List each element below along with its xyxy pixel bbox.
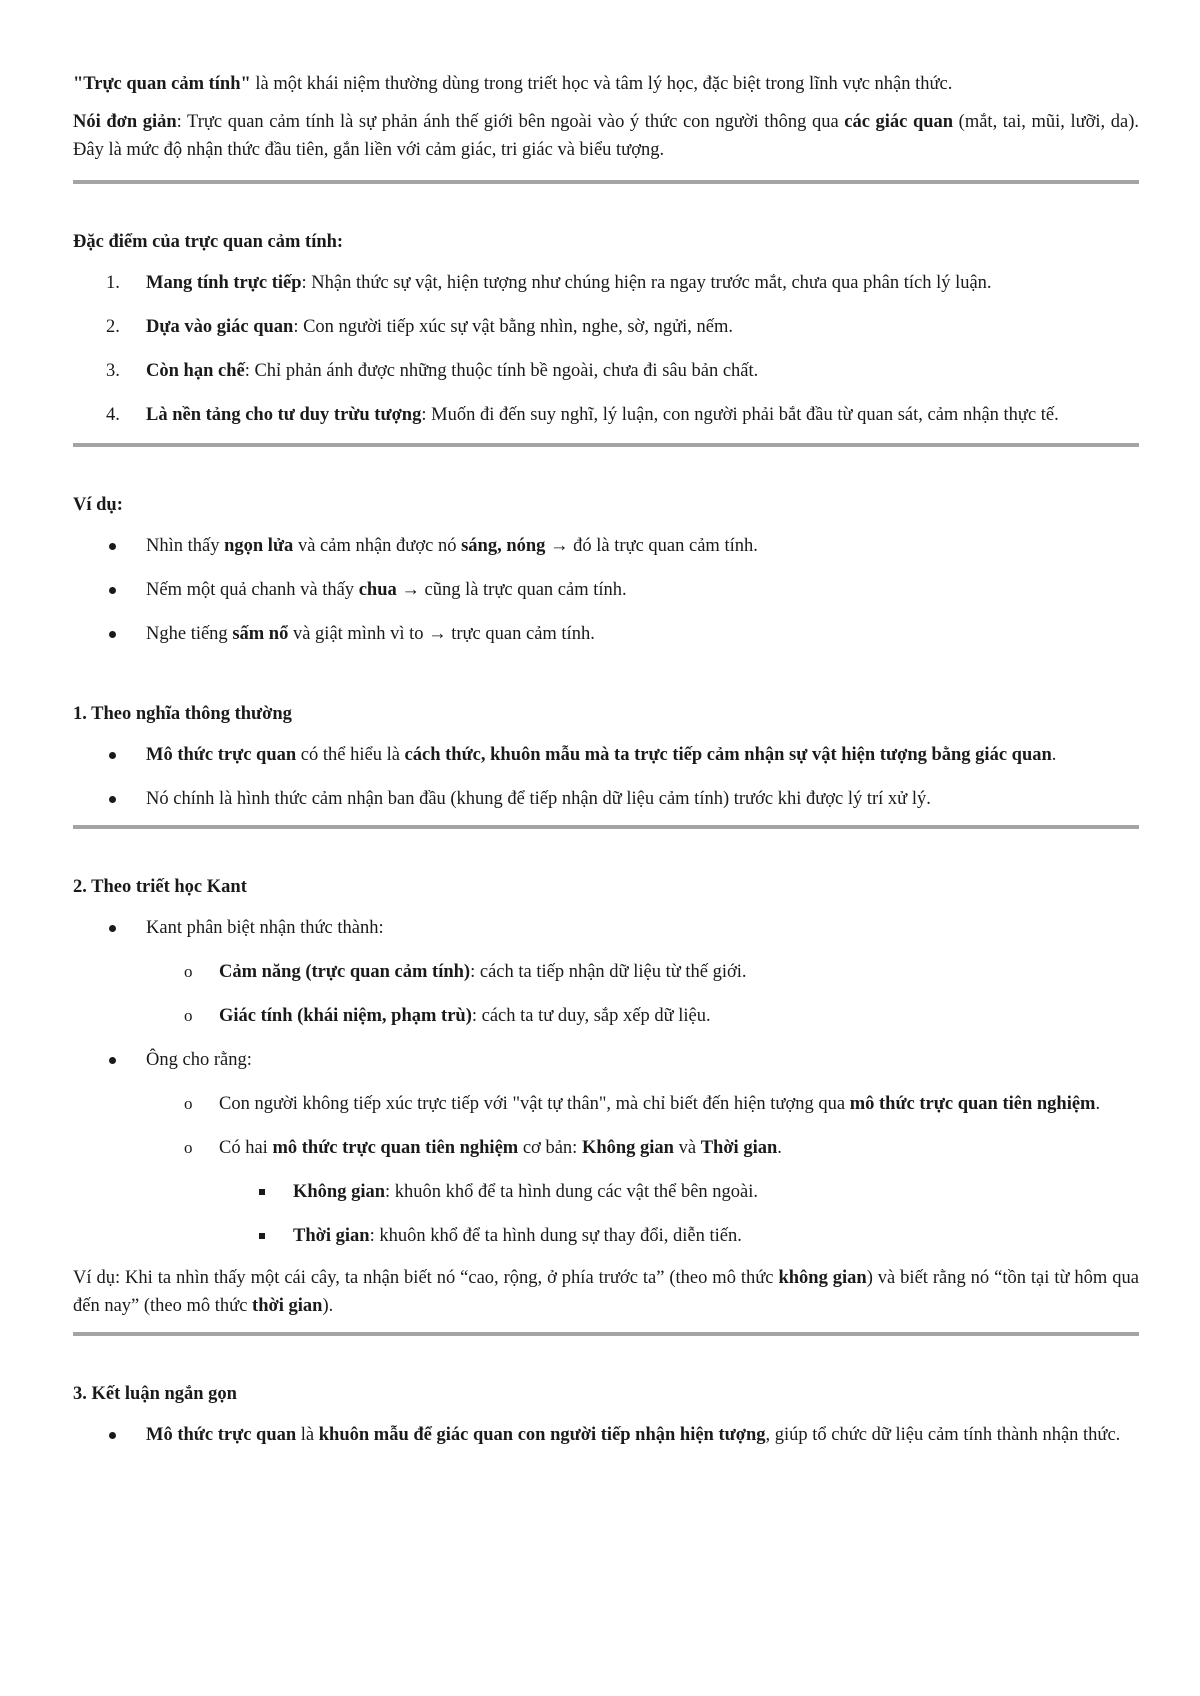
bold-text: mô thức trực quan tiên nghiệm xyxy=(272,1138,519,1158)
section-divider xyxy=(73,825,1139,829)
section2-sublist-3 xyxy=(73,1178,1139,1250)
subitem xyxy=(73,1090,1139,1118)
section2-list-b xyxy=(73,1046,1139,1074)
bold-text: mô thức trực quan tiên nghiệm xyxy=(849,1094,1096,1114)
section2-sublist-1 xyxy=(73,958,1139,1030)
examples-list xyxy=(73,532,1139,648)
bold-text: Thời gian xyxy=(293,1226,370,1246)
subitem-text: Giác tính (khái niệm, phạm trù): cách ta tư duy, sắp xếp dữ liệu. xyxy=(219,1006,711,1026)
feature-number: 2. xyxy=(106,317,120,337)
section2-text: Kant phân biệt nhận thức thành: xyxy=(146,918,384,938)
bullet-icon xyxy=(109,631,116,638)
bold-text: không gian xyxy=(778,1268,867,1288)
bullet-icon xyxy=(109,925,116,932)
feature-number: 3. xyxy=(106,361,120,381)
example-item-3 xyxy=(73,620,1139,648)
feature-item-4 xyxy=(73,401,1139,429)
feature-text: Còn hạn chế: Chỉ phản ánh được những thuộc tính bề ngoài, chưa đi sâu bản chất. xyxy=(146,361,759,381)
section1-text: Mô thức trực quan có thể hiểu là cách thức, khuôn mẫu mà ta trực tiếp cảm nhận sự vật hiện tượng bằng giác quan. xyxy=(146,745,1057,765)
feature-number: 4. xyxy=(106,405,120,425)
sub-subitem-text: Không gian: khuôn khổ để ta hình dung các vật thể bên ngoài. xyxy=(293,1182,759,1202)
examples-heading: Ví dụ: xyxy=(73,495,123,515)
bullet-icon xyxy=(109,752,116,759)
bold-text: Không gian xyxy=(581,1138,674,1158)
section-divider xyxy=(73,1332,1139,1336)
example-item-2 xyxy=(73,576,1139,604)
bold-text: Mang tính trực tiếp xyxy=(146,273,302,293)
bold-text: Là nền tảng cho tư duy trừu tượng xyxy=(146,405,422,425)
square-bullet-icon xyxy=(259,1189,265,1195)
circle-bullet-icon: o xyxy=(184,1006,193,1025)
circle-bullet-icon: o xyxy=(184,962,193,981)
section2-list xyxy=(73,914,1139,942)
feature-item-1 xyxy=(73,269,1139,297)
bold-text: chua xyxy=(358,580,397,600)
bullet-icon xyxy=(109,1432,116,1439)
section3-list xyxy=(73,1421,1139,1449)
section2-heading: 2. Theo triết học Kant xyxy=(73,877,247,897)
sub-subitem-text: Thời gian: khuôn khổ để ta hình dung sự thay đổi, diễn tiến. xyxy=(293,1226,742,1246)
subitem xyxy=(73,1134,1139,1162)
bold-text: thời gian xyxy=(252,1296,323,1316)
bold-text: "Trực quan cảm tính" xyxy=(73,74,251,94)
bold-text: Dựa vào giác quan xyxy=(146,317,294,337)
bold-text: Nói đơn giản xyxy=(73,112,177,132)
bold-text: Mô thức trực quan xyxy=(146,1425,297,1445)
sub-subitem xyxy=(73,1222,1139,1250)
bold-text: Mô thức trực quan xyxy=(146,745,297,765)
section1-item-1 xyxy=(73,741,1139,769)
circle-bullet-icon: o xyxy=(184,1094,193,1113)
subitem xyxy=(73,1002,1139,1030)
example-item-1 xyxy=(73,532,1139,560)
subitem xyxy=(73,958,1139,986)
feature-item-2 xyxy=(73,313,1139,341)
section3-text: Mô thức trực quan là khuôn mẫu để giác quan con người tiếp nhận hiện tượng, giúp tổ chức dữ liệu cảm tính thành nhận thức. xyxy=(146,1425,1121,1445)
bold-text: Thời gian xyxy=(700,1138,778,1158)
bold-text: Không gian xyxy=(293,1182,386,1202)
document-page xyxy=(73,70,1139,1449)
bold-text: khuôn mẫu để giác quan con người tiếp nhận hiện tượng xyxy=(318,1425,766,1445)
intro-paragraph: "Trực quan cảm tính" là một khái niệm thường dùng trong triết học và tâm lý học, đặc biệt trong lĩnh vực nhận thức. xyxy=(73,74,953,94)
subitem-text: Cảm năng (trực quan cảm tính): cách ta tiếp nhận dữ liệu từ thế giới. xyxy=(219,962,747,982)
section-divider xyxy=(73,443,1139,447)
bullet-icon xyxy=(109,1057,116,1064)
bold-text: Giác tính (khái niệm, phạm trù) xyxy=(219,1006,472,1026)
section2-sublist-2 xyxy=(73,1090,1139,1162)
kant-example-paragraph: Ví dụ: Khi ta nhìn thấy một cái cây, ta nhận biết nó “cao, rộng, ở phía trước ta” (theo mô thức không gian) và biết rằng nó “tồn tại từ hôm qua đến nay” (theo mô thức thời gian). xyxy=(73,1268,1139,1316)
bold-text: sấm nổ xyxy=(232,624,289,644)
bullet-icon xyxy=(109,543,116,550)
feature-item-3 xyxy=(73,357,1139,385)
feature-text: Là nền tảng cho tư duy trừu tượng: Muốn đi đến suy nghĩ, lý luận, con người phải bắt đầu từ quan sát, cảm nhận thực tế. xyxy=(146,405,1059,425)
section1-list xyxy=(73,741,1139,813)
section1-heading: 1. Theo nghĩa thông thường xyxy=(73,704,292,724)
subitem-text: Có hai mô thức trực quan tiên nghiệm cơ bản: Không gian và Thời gian. xyxy=(219,1138,782,1158)
section2-item-1 xyxy=(73,914,1139,942)
section1-text: Nó chính là hình thức cảm nhận ban đầu (khung để tiếp nhận dữ liệu cảm tính) trước khi được lý trí xử lý. xyxy=(146,789,931,809)
subitem-text: Con người không tiếp xúc trực tiếp với "vật tự thân", mà chỉ biết đến hiện tượng qua mô thức trực quan tiên nghiệm. xyxy=(219,1094,1101,1114)
example-text: Nếm một quả chanh và thấy chua → cũng là trực quan cảm tính. xyxy=(146,580,627,600)
section2-text: Ông cho rằng: xyxy=(146,1050,252,1070)
feature-number: 1. xyxy=(106,273,120,293)
example-text: Nghe tiếng sấm nổ và giật mình vì to → trực quan cảm tính. xyxy=(146,624,595,644)
bold-text: Cảm năng (trực quan cảm tính) xyxy=(219,962,471,982)
feature-text: Dựa vào giác quan: Con người tiếp xúc sự vật bằng nhìn, nghe, sờ, ngửi, nếm. xyxy=(146,317,733,337)
bold-text: Còn hạn chế xyxy=(146,361,245,381)
features-heading: Đặc điểm của trực quan cảm tính: xyxy=(73,232,344,252)
bullet-icon xyxy=(109,587,116,594)
bullet-icon xyxy=(109,796,116,803)
square-bullet-icon xyxy=(259,1233,265,1239)
section-divider xyxy=(73,180,1139,184)
bold-text: các giác quan xyxy=(844,112,954,132)
section1-item-2 xyxy=(73,785,1139,813)
bold-text: sáng, nóng xyxy=(461,536,546,556)
section2-item-2 xyxy=(73,1046,1139,1074)
example-text: Nhìn thấy ngọn lửa và cảm nhận được nó sáng, nóng → đó là trực quan cảm tính. xyxy=(146,536,758,556)
section3-heading: 3. Kết luận ngắn gọn xyxy=(73,1384,237,1404)
bold-text: ngọn lửa xyxy=(224,536,294,556)
bold-text: cách thức, khuôn mẫu mà ta trực tiếp cảm nhận sự vật hiện tượng bằng giác quan xyxy=(404,745,1052,765)
features-list xyxy=(73,269,1139,429)
sub-subitem xyxy=(73,1178,1139,1206)
section3-item-1 xyxy=(73,1421,1139,1449)
circle-bullet-icon: o xyxy=(184,1138,193,1157)
intro-definition-paragraph: Nói đơn giản: Trực quan cảm tính là sự phản ánh thế giới bên ngoài vào ý thức con người thông qua các giác quan (mắt, tai, mũi, lưỡi, da). Đây là mức độ nhận thức đầu tiên, gắn liền với cảm giác, tri giác và biểu tượng. xyxy=(73,112,1140,160)
feature-text: Mang tính trực tiếp: Nhận thức sự vật, hiện tượng như chúng hiện ra ngay trước mắt, chưa qua phân tích lý luận. xyxy=(146,273,992,293)
